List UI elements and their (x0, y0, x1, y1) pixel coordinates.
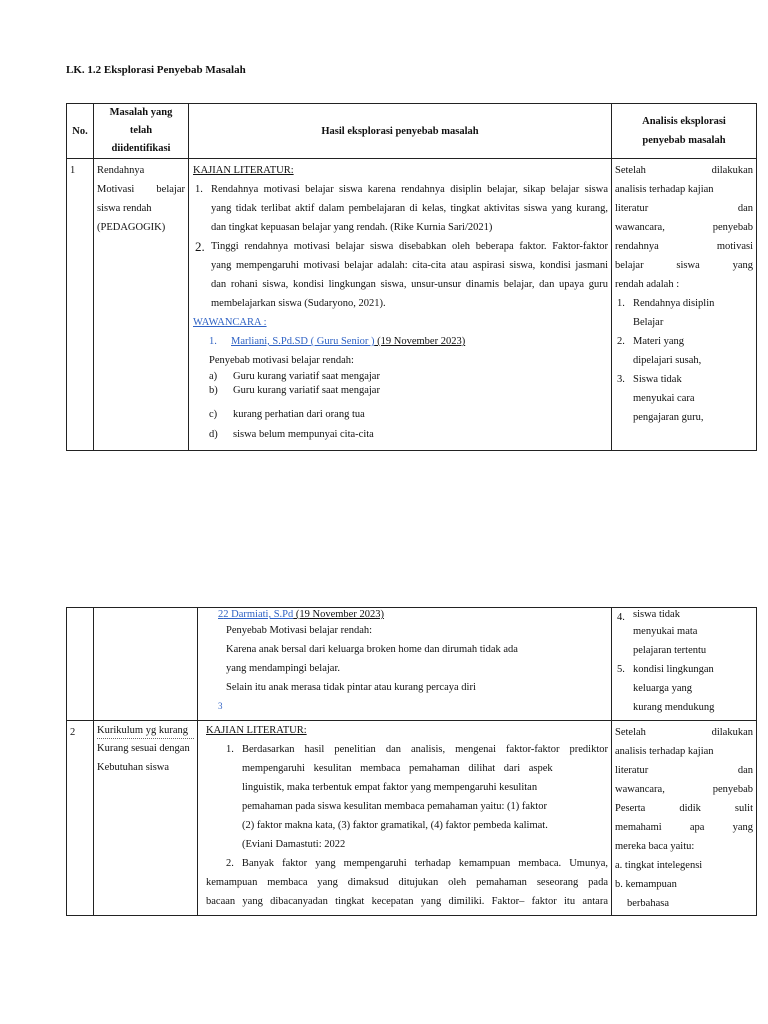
kajian-item-number: 1. (195, 184, 203, 195)
analisis-line: mereka baca yaitu: (615, 841, 695, 852)
penyebab-item (193, 408, 608, 422)
kajian-item-number: 1. (226, 744, 234, 755)
masalah-cell (94, 159, 189, 451)
interview-name-link[interactable]: Marliani, S.Pd.SD ( Guru Senior ) (231, 336, 375, 347)
header-masalah (94, 104, 189, 159)
penyebab-text: Guru kurang variatif saat mengajar (233, 371, 380, 382)
problem-table-page2 (66, 607, 757, 916)
hasil-cell (189, 159, 612, 451)
header-analisis-line: penyebab masalah (642, 135, 726, 146)
kajian-line: dan rohani siswa, kondisi lingkungan siswa, unsur-unsur dinamis belajar, dan upaya guru (211, 279, 608, 290)
analisis-cell (612, 159, 757, 451)
header-analisis (612, 104, 757, 159)
analisis-item-number: 5. (617, 664, 625, 675)
row-number (67, 721, 94, 916)
analisis-item-line: dipelajari susah, (633, 355, 702, 366)
interview-entry (193, 332, 608, 351)
kajian-line: Berdasarkan hasil penelitian dan analisis, mengenai faktor-faktor prediktor (242, 744, 608, 755)
masalah-line: Kurikulum yg kurang (97, 723, 194, 739)
analisis-line: Setelah dilakukan (615, 727, 753, 738)
masalah-line: siswa rendah (97, 203, 152, 214)
interview-date: (19 November 2023) (293, 609, 384, 620)
problem-table-page1 (66, 103, 757, 451)
analisis-item-line: menyukai mata (633, 626, 698, 637)
analisis-item (615, 856, 753, 875)
kajian-line: kemampuan membaca yang dimaksud ditujukan oleh pemahaman seseorang pada (206, 877, 608, 888)
analisis-line: rendah adalah : (615, 279, 680, 290)
analisis-item-line: Siswa tidak (633, 374, 682, 385)
analisis-item-line: Belajar (633, 317, 664, 328)
kajian-literatur-heading: KAJIAN LITERATUR: (206, 725, 307, 736)
analisis-line: memahami apa yang (615, 822, 753, 833)
interview-line: Selain itu anak merasa tidak pintar atau kurang percaya diri (226, 682, 476, 693)
analisis-line: wawancara, penyebab (615, 784, 753, 795)
analisis-line: literatur dan (615, 765, 753, 776)
row-number-text: 1 (70, 165, 76, 176)
kajian-literatur-heading: KAJIAN LITERATUR: (193, 165, 294, 176)
interview-name-link[interactable]: 2 Darmiati, S.Pd (223, 609, 294, 620)
trailing-list-number: 3 (218, 701, 223, 711)
penyebab-text: Guru kurang variatif saat mengajar (233, 385, 380, 396)
analisis-item (615, 660, 753, 717)
analisis-item-number: 3. (617, 374, 625, 385)
analisis-item-line: kurang mendukung (633, 702, 715, 713)
interview-date: (19 November 2023) (374, 336, 466, 347)
kajian-line: pemahaman pada siswa kesulitan membaca pemahaman yaitu: (1) faktor (242, 801, 547, 812)
penyebab-item (193, 384, 608, 398)
table-header-row (67, 104, 757, 159)
masalah-line: (PEDAGOGIK) (97, 222, 166, 233)
analisis-line: belajar siswa yang (615, 260, 753, 271)
kajian-line: dan tingkat kepuasan belajar yang rendah. (Rike Kurnia Sari/2021) (211, 222, 493, 233)
kajian-line: yang mempengaruhi motivasi belajar adalah: cita-cita atau aspirasi siswa, kondisi jasmani (211, 260, 608, 271)
analisis-item-line: Materi yang (633, 336, 685, 347)
kajian-line: (Eviani Damastuti: 2022 (242, 839, 346, 850)
penyebab-mark: c) (209, 409, 218, 420)
penyebab-heading: Penyebab motivasi belajar rendah: (209, 355, 354, 366)
analisis-line: wawancara, penyebab (615, 222, 753, 233)
analisis-item (615, 370, 753, 427)
masalah-cell (94, 608, 198, 721)
masalah-line: Kebutuhan siswa (97, 762, 170, 773)
analisis-item-line: keluarga yang (633, 683, 692, 694)
analisis-item (615, 294, 753, 332)
analisis-item-line: pengajaran guru, (633, 412, 704, 423)
penyebab-text: kurang perhatian dari orang tua (233, 409, 365, 420)
row-number (67, 159, 94, 451)
analisis-item (615, 875, 753, 913)
analisis-line: literatur dan (615, 203, 753, 214)
interview-line: yang mendampingi belajar. (226, 663, 341, 674)
analisis-line: analisis terhadap kajian (615, 746, 714, 757)
penyebab-mark: b) (209, 385, 218, 396)
header-masalah-line: telah (129, 125, 153, 136)
analisis-item-mark: b. (615, 879, 623, 890)
analisis-item-line: kondisi lingkungan (633, 664, 714, 675)
interview-number: 1. (209, 336, 217, 347)
analisis-item-number: 2. (617, 336, 625, 347)
penyebab-text: siswa belum mempunyai cita-cita (233, 429, 374, 440)
interview-entry (218, 608, 608, 621)
kajian-item (206, 740, 608, 854)
header-no: No. (67, 104, 94, 159)
analisis-item (615, 608, 753, 660)
kajian-line: mempengaruhi kesulitan membaca pemahaman dilihat dari aspek (242, 763, 553, 774)
kajian-line: membelajarkan siswa (Sudaryono, 2021). (211, 298, 386, 309)
analisis-line: Setelah dilakukan (615, 165, 753, 176)
kajian-item (193, 180, 608, 237)
analisis-item (615, 332, 753, 370)
kajian-line: Tinggi rendahnya motivasi belajar siswa disebabkan oleh beberapa faktor. Faktor-faktor (211, 241, 608, 252)
kajian-item (193, 237, 608, 313)
masalah-line: Motivasi belajar (97, 184, 185, 195)
masalah-line: Kurang sesuai dengan (97, 743, 190, 754)
kajian-line: 2. Banyak faktor yang mempengaruhi terhadap kemampuan membaca. Umunya, (226, 858, 608, 869)
penyebab-item (193, 370, 608, 384)
penyebab-mark: a) (209, 371, 218, 382)
table-row (67, 159, 757, 451)
wawancara-heading: WAWANCARA : (193, 317, 267, 328)
penyebab-mark: d) (209, 429, 218, 440)
header-masalah-line: diidentifikasi (111, 143, 171, 154)
analisis-item-line: Rendahnya disiplin (633, 298, 715, 309)
kajian-line: bacaan yang dibacanyadan tingkat kecepatan yang dimiliki. Faktor– faktor itu antara (206, 896, 608, 907)
analisis-cell (612, 608, 757, 721)
interview-line: Karena anak bersal dari keluarga broken home dan dirumah tidak ada (226, 644, 518, 655)
analisis-item-text: kemampuan (625, 879, 677, 890)
analisis-item-number: 4. (617, 612, 625, 623)
interview-line: Penyebab Motivasi belajar rendah: (226, 625, 373, 636)
row-number-text: 2 (70, 727, 76, 738)
kajian-line: yang tidak terlibat aktif dalam pembelajaran di kelas, tingkat aktivitas siswa yang kurang, (211, 203, 608, 214)
kajian-line: Rendahnya motivasi belajar siswa karena rendahnya disiplin belajar, sikap belajar siswa (211, 184, 608, 195)
document-title: LK. 1.2 Eksplorasi Penyebab Masalah (66, 64, 246, 76)
table-row (67, 721, 757, 916)
analisis-item-line: siswa tidak (633, 609, 680, 620)
header-masalah-line: Masalah yang (109, 107, 173, 118)
header-analisis-line: Analisis eksplorasi (642, 116, 726, 127)
row-number (67, 608, 94, 721)
analisis-item-mark: a. (615, 860, 623, 871)
analisis-line: Peserta didik sulit (615, 803, 753, 814)
analisis-item-line: menyukai cara (633, 393, 695, 404)
table-row (67, 608, 757, 721)
kajian-item-number: 2. (195, 239, 205, 254)
analisis-item-text: tingkat intelegensi (624, 860, 703, 871)
analisis-cell (612, 721, 757, 916)
masalah-cell (94, 721, 198, 916)
masalah-line: Rendahnya (97, 165, 145, 176)
analisis-item-text: berbahasa (627, 898, 669, 909)
analisis-item-number: 1. (617, 298, 625, 309)
penyebab-item (193, 428, 608, 442)
analisis-item-line: pelajaran tertentu (633, 645, 707, 656)
hasil-cell (198, 721, 612, 916)
header-hasil: Hasil eksplorasi penyebab masalah (189, 104, 612, 159)
kajian-line: linguistik, maka terbentuk empat faktor yang mempengaruhi kesulitan (242, 782, 538, 793)
hasil-cell (198, 608, 612, 721)
kajian-line: (2) faktor makna kata, (3) faktor gramatikal, (4) faktor pembeda kalimat. (242, 820, 548, 831)
interview-number: 2 (218, 609, 224, 620)
analisis-line: analisis terhadap kajian (615, 184, 714, 195)
analisis-line: rendahnya motivasi (615, 241, 753, 252)
